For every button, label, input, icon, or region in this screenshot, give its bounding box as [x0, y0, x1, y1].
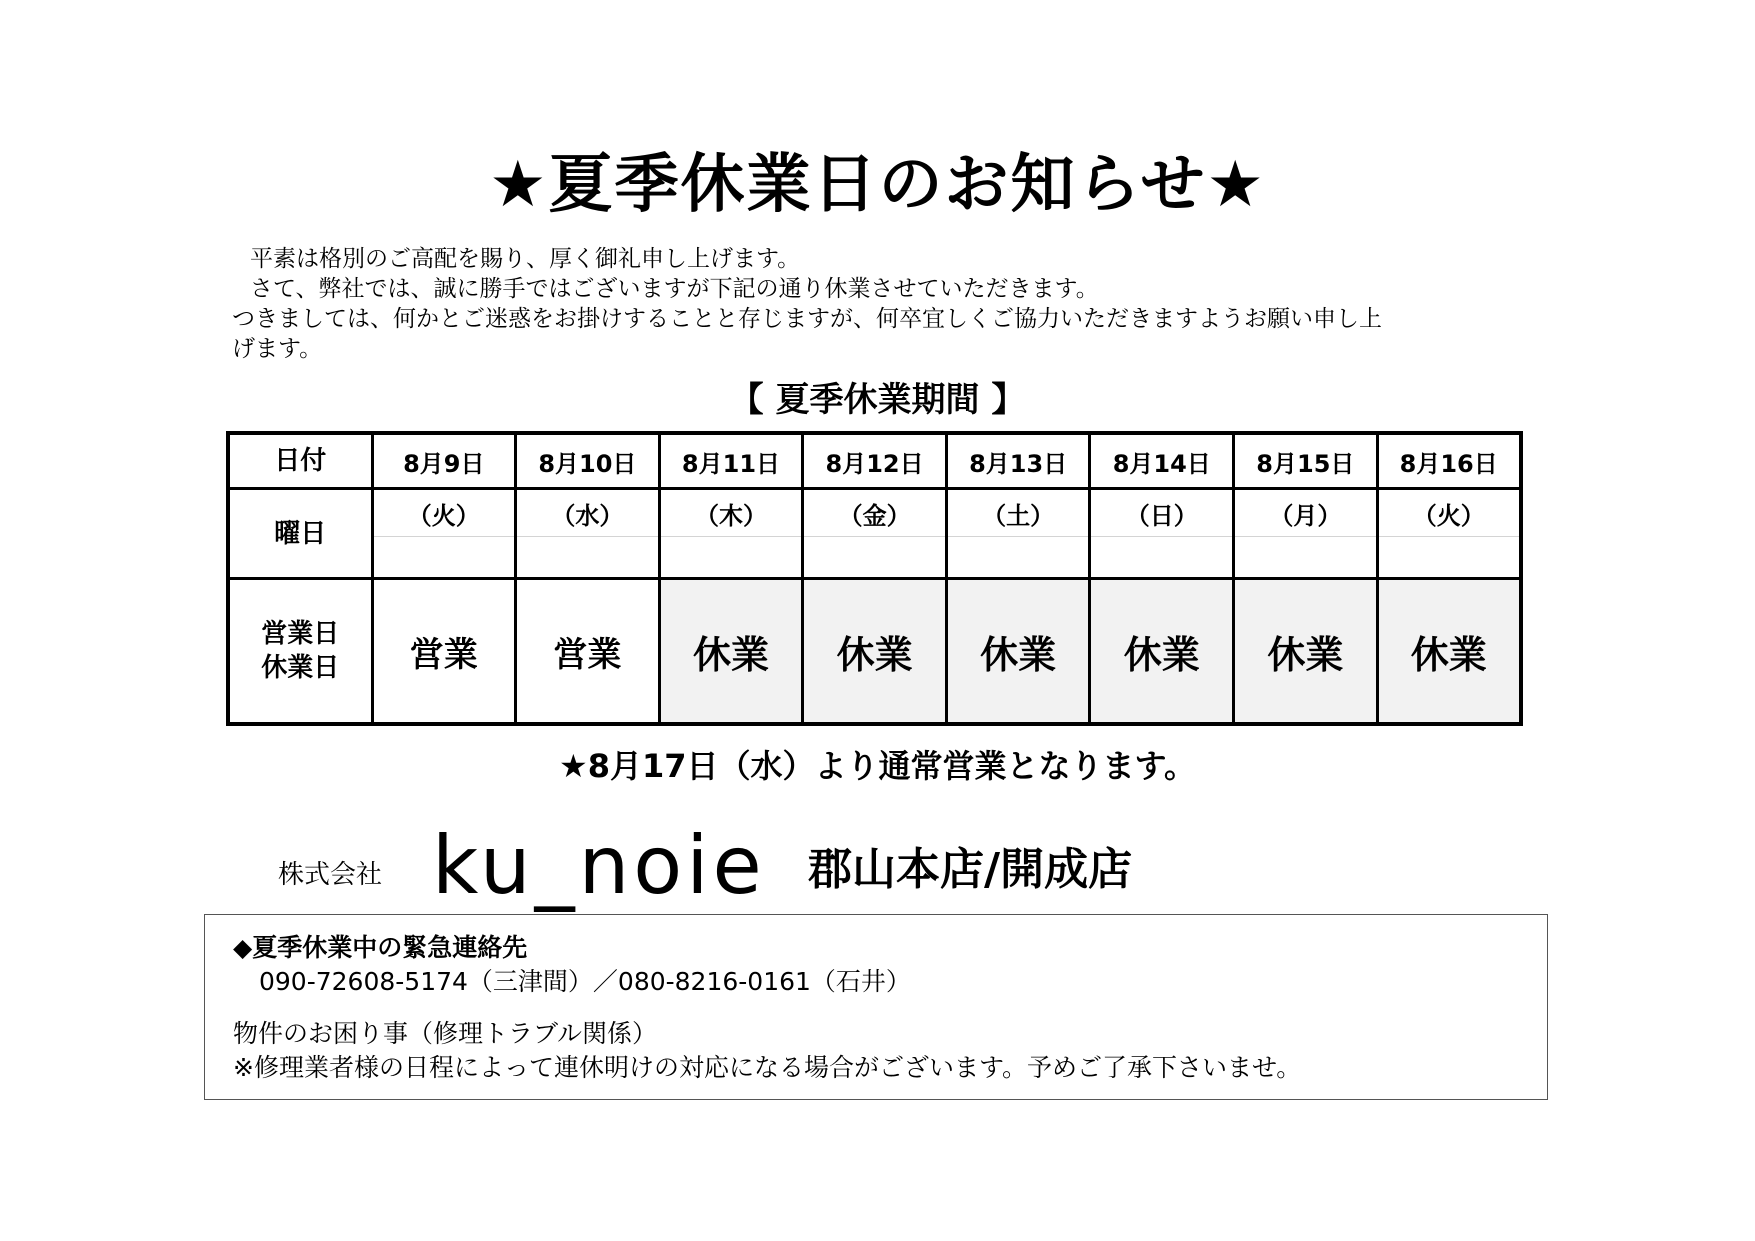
- weekday-cell: [372, 489, 516, 579]
- row-header-weekday: 曜日: [228, 489, 372, 579]
- date-row: [228, 433, 1521, 489]
- company-prefix: 株式会社: [278, 860, 383, 890]
- status-cell-closed: 休業: [1377, 579, 1521, 725]
- date-cell: 8月12日: [803, 433, 947, 489]
- weekday-row: [228, 489, 1521, 579]
- branch-name: 郡山本店/開成店: [808, 844, 1133, 895]
- weekday-cell: [1090, 489, 1234, 579]
- date-cell: 8月14日: [1090, 433, 1234, 489]
- weekday-label: （土）: [982, 502, 1055, 530]
- date-cell: 8月15日: [1234, 433, 1378, 489]
- weekday-label: （木）: [694, 502, 767, 530]
- company-logo: ku_noie: [432, 819, 766, 912]
- row-header-status-line2: 休業日: [261, 653, 340, 683]
- weekday-label: （火）: [407, 502, 480, 530]
- page-title: ★夏季休業日のお知らせ★: [489, 148, 1266, 222]
- contact-note: ※修理業者様の日程によって連休明けの対応になる場合がございます。予めご了承下さいませ。: [233, 1053, 1302, 1082]
- row-header-status: [228, 579, 372, 725]
- status-cell-open: 営業: [372, 579, 516, 725]
- contact-heading: ◆夏季休業中の緊急連絡先: [233, 933, 528, 962]
- intro-line: げます。: [232, 336, 323, 362]
- weekday-label: （日）: [1125, 502, 1198, 530]
- date-cell: 8月10日: [516, 433, 660, 489]
- contact-phones: 090-72608-5174（三津間）／080-8216-0161（石井）: [259, 967, 911, 996]
- weekday-cell: [516, 489, 660, 579]
- intro-text: [232, 244, 1552, 364]
- weekday-cell: [1377, 489, 1521, 579]
- weekday-label: （金）: [838, 502, 911, 530]
- status-cell-closed: 休業: [803, 579, 947, 725]
- date-cell: 8月9日: [372, 433, 516, 489]
- date-cell: 8月13日: [946, 433, 1090, 489]
- weekday-label: （水）: [551, 502, 624, 530]
- period-heading: 【 夏季休業期間 】: [729, 380, 1026, 420]
- contact-item: 物件のお困り事（修理トラブル関係）: [233, 1019, 658, 1048]
- status-cell-closed: 休業: [659, 579, 803, 725]
- date-cell: 8月11日: [659, 433, 803, 489]
- row-header-date: 日付: [228, 433, 372, 489]
- weekday-label: （火）: [1412, 502, 1485, 530]
- intro-line: 平素は格別のご高配を賜り、厚く御礼申し上げます。: [250, 246, 801, 272]
- weekday-cell: [659, 489, 803, 579]
- row-header-status-line1: 営業日: [261, 619, 340, 649]
- emergency-contact-box: [204, 914, 1548, 1100]
- status-cell-open: 営業: [516, 579, 660, 725]
- status-cell-closed: 休業: [946, 579, 1090, 725]
- weekday-label: （月）: [1269, 502, 1342, 530]
- weekday-cell: [946, 489, 1090, 579]
- status-cell-closed: 休業: [1234, 579, 1378, 725]
- date-cell: 8月16日: [1377, 433, 1521, 489]
- status-row: [228, 579, 1521, 725]
- status-cell-closed: 休業: [1090, 579, 1234, 725]
- resume-notice: ★8月17日（水）より通常営業となります。: [559, 747, 1196, 785]
- weekday-cell: [803, 489, 947, 579]
- weekday-cell: [1234, 489, 1378, 579]
- intro-line: つきましては、何かとご迷惑をお掛けすることと存じますが、何卒宜しくご協力いただきますようお願い申し上: [232, 306, 1382, 332]
- schedule-table: [226, 431, 1523, 726]
- intro-line: さて、弊社では、誠に勝手ではございますが下記の通り休業させていただきます。: [250, 276, 1099, 302]
